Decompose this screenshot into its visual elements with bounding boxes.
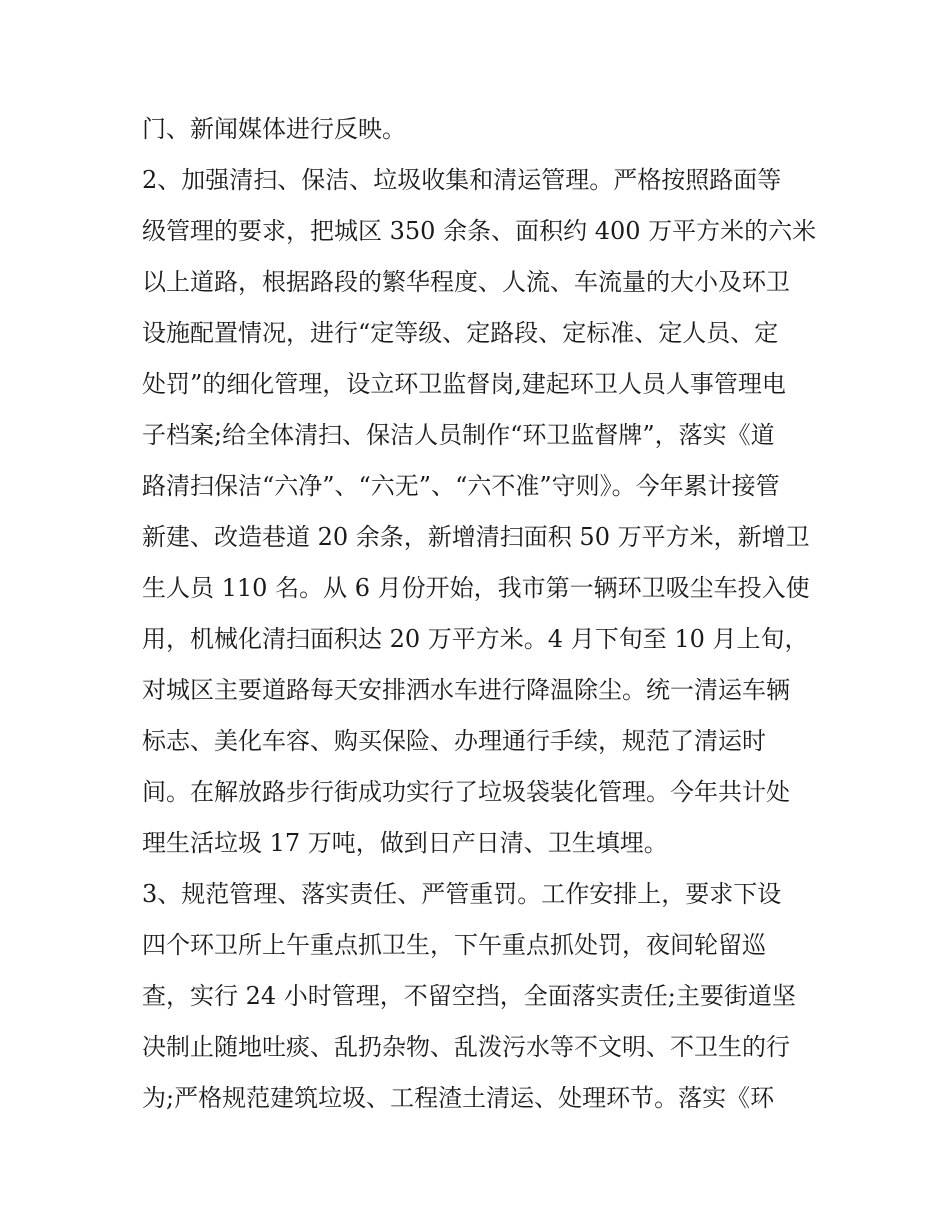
text-line: 用，机械化清扫面积达 20 万平方米。4 月下旬至 10 月上旬， [142,625,809,653]
text-line: 以上道路，根据路段的繁华程度、人流、车流量的大小及环卫 [142,268,790,296]
text-line: 标志、美化车容、购买保险、办理通行手续，规范了清运时 [142,727,766,755]
text-line: 决制止随地吐痰、乱扔杂物、乱泼污水等不文明、不卫生的行 [142,1033,790,1061]
text-line: 路清扫保洁“六净”、“六无”、“六不准”守则》。今年累计接管 [142,472,780,500]
text-line: 理生活垃圾 17 万吨，做到日产日清、卫生填埋。 [142,829,668,857]
text-line: 新建、改造巷道 20 余条，新增清扫面积 50 万平方米，新增卫 [142,523,810,551]
text-line: 级管理的要求，把城区 350 余条、面积约 400 万平方米的六米 [142,217,817,245]
text-line: 子档案;给全体清扫、保洁人员制作“环卫监督牌”，落实《道 [142,421,775,449]
text-line: 3、规范管理、落实责任、严管重罚。工作安排上，要求下设 [142,880,782,908]
text-line: 查，实行 24 小时管理，不留空挡，全面落实责任;主要街道坚 [142,982,796,1010]
text-line: 门、新闻媒体进行反映。 [142,115,406,143]
text-line: 为;严格规范建筑垃圾、工程渣土清运、处理环节。落实《环 [142,1084,775,1112]
text-line: 处罚”的细化管理，设立环卫监督岗,建起环卫人员人事管理电 [142,370,786,398]
text-line: 2、加强清扫、保洁、垃圾收集和清运管理。严格按照路面等 [142,166,782,194]
text-line: 间。在解放路步行街成功实行了垃圾袋装化管理。今年共计处 [142,778,790,806]
text-line: 设施配置情况，进行“定等级、定路段、定标准、定人员、定 [142,319,779,347]
text-line: 四个环卫所上午重点抓卫生，下午重点抓处罚，夜间轮留巡 [142,931,766,959]
text-line: 对城区主要道路每天安排洒水车进行降温除尘。统一清运车辆 [142,676,790,704]
text-line: 生人员 110 名。从 6 月份开始，我市第一辆环卫吸尘车投入使 [142,574,810,602]
